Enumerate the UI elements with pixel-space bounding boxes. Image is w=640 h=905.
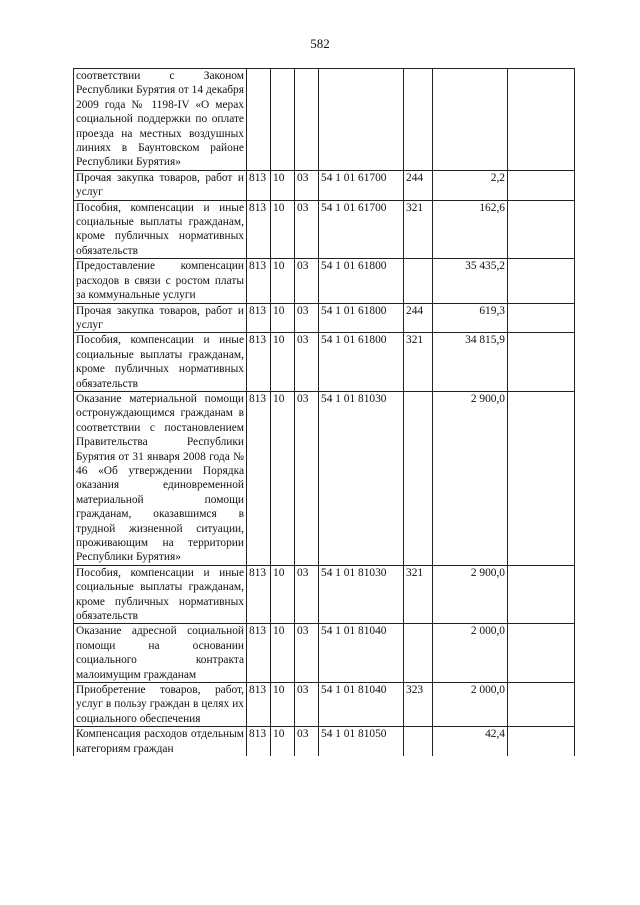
target-article-cell: 54 1 01 61700	[319, 170, 404, 200]
table-row	[74, 565, 575, 624]
expense-type-cell	[404, 727, 433, 756]
amount-cell: 42,4	[433, 727, 508, 756]
table-row	[74, 170, 575, 200]
section-code-cell	[271, 69, 295, 171]
subsection-code-cell: 03	[295, 683, 319, 727]
row-name-cell: Оказание материальной помощи остронуждающимся гражданам в соответствии с постановлением Правительства Республики Бурятия от 31 января 2008 года № 46 «Об утверждении Порядка оказания единовременной материальной помощи гражданам, оказавшимся в трудной жизненной ситуации, проживающим на территории Республики Бурятия»	[74, 391, 247, 565]
subsection-code-cell	[295, 69, 319, 171]
subsection-code-cell: 03	[295, 200, 319, 259]
subsection-code-cell: 03	[295, 624, 319, 683]
subsection-code-cell: 03	[295, 259, 319, 303]
row-name-cell: Пособия, компенсации и иные социальные выплаты гражданам, кроме публичных нормативных обязательств	[74, 333, 247, 392]
table-row	[74, 683, 575, 727]
amount-cell: 2 900,0	[433, 391, 508, 565]
expense-type-cell: 323	[404, 683, 433, 727]
row-name-cell: Компенсация расходов отдельным категориям граждан	[74, 727, 247, 756]
table-row	[74, 69, 575, 171]
budget-table	[73, 68, 575, 756]
extra-amount-cell	[508, 391, 575, 565]
expense-type-cell: 321	[404, 565, 433, 624]
subsection-code-cell: 03	[295, 333, 319, 392]
section-code-cell: 10	[271, 391, 295, 565]
row-name-cell: Оказание адресной социальной помощи на основании социального контракта малоимущим гражданам	[74, 624, 247, 683]
section-code-cell: 10	[271, 303, 295, 333]
row-name-cell: Приобретение товаров, работ, услуг в пользу граждан в целях их социального обеспечения	[74, 683, 247, 727]
grbs-code-cell: 813	[247, 683, 271, 727]
expense-type-cell	[404, 391, 433, 565]
row-name-cell: Пособия, компенсации и иные социальные выплаты гражданам, кроме публичных нормативных обязательств	[74, 565, 247, 624]
extra-amount-cell	[508, 200, 575, 259]
extra-amount-cell	[508, 170, 575, 200]
target-article-cell: 54 1 01 61800	[319, 303, 404, 333]
expense-type-cell: 244	[404, 303, 433, 333]
amount-cell: 34 815,9	[433, 333, 508, 392]
section-code-cell: 10	[271, 333, 295, 392]
extra-amount-cell	[508, 303, 575, 333]
grbs-code-cell: 813	[247, 391, 271, 565]
target-article-cell: 54 1 01 81030	[319, 565, 404, 624]
row-name-cell: Прочая закупка товаров, работ и услуг	[74, 170, 247, 200]
grbs-code-cell: 813	[247, 624, 271, 683]
amount-cell: 2 900,0	[433, 565, 508, 624]
target-article-cell: 54 1 01 61800	[319, 259, 404, 303]
row-name-cell: Предоставление компенсации расходов в связи с ростом платы за коммунальные услуги	[74, 259, 247, 303]
section-code-cell: 10	[271, 200, 295, 259]
grbs-code-cell	[247, 69, 271, 171]
section-code-cell: 10	[271, 727, 295, 756]
table-row	[74, 259, 575, 303]
target-article-cell: 54 1 01 81030	[319, 391, 404, 565]
extra-amount-cell	[508, 333, 575, 392]
table-body	[74, 69, 575, 757]
grbs-code-cell: 813	[247, 727, 271, 756]
target-article-cell: 54 1 01 61800	[319, 333, 404, 392]
table-row	[74, 624, 575, 683]
target-article-cell	[319, 69, 404, 171]
grbs-code-cell: 813	[247, 200, 271, 259]
section-code-cell: 10	[271, 259, 295, 303]
expense-type-cell	[404, 259, 433, 303]
grbs-code-cell: 813	[247, 170, 271, 200]
table-row	[74, 391, 575, 565]
target-article-cell: 54 1 01 61700	[319, 200, 404, 259]
amount-cell	[433, 69, 508, 171]
grbs-code-cell: 813	[247, 303, 271, 333]
amount-cell: 2,2	[433, 170, 508, 200]
subsection-code-cell: 03	[295, 391, 319, 565]
grbs-code-cell: 813	[247, 259, 271, 303]
expense-type-cell	[404, 624, 433, 683]
table-row	[74, 200, 575, 259]
subsection-code-cell: 03	[295, 170, 319, 200]
row-name-cell: Прочая закупка товаров, работ и услуг	[74, 303, 247, 333]
amount-cell: 2 000,0	[433, 624, 508, 683]
row-name-cell: Пособия, компенсации и иные социальные выплаты гражданам, кроме публичных нормативных обязательств	[74, 200, 247, 259]
section-code-cell: 10	[271, 565, 295, 624]
expense-type-cell: 244	[404, 170, 433, 200]
extra-amount-cell	[508, 259, 575, 303]
subsection-code-cell: 03	[295, 303, 319, 333]
row-name-cell: соответствии с Законом Республики Бурятия от 14 декабря 2009 года № 1198-IV «О мерах социальной поддержки по оплате проезда на местных воздушных линиях в Баунтовском районе Республики Бурятия»	[74, 69, 247, 171]
target-article-cell: 54 1 01 81040	[319, 624, 404, 683]
table-row	[74, 303, 575, 333]
extra-amount-cell	[508, 565, 575, 624]
amount-cell: 162,6	[433, 200, 508, 259]
extra-amount-cell	[508, 683, 575, 727]
expense-type-cell: 321	[404, 200, 433, 259]
extra-amount-cell	[508, 69, 575, 171]
expense-type-cell: 321	[404, 333, 433, 392]
section-code-cell: 10	[271, 170, 295, 200]
table-row	[74, 727, 575, 756]
subsection-code-cell: 03	[295, 565, 319, 624]
amount-cell: 35 435,2	[433, 259, 508, 303]
grbs-code-cell: 813	[247, 333, 271, 392]
section-code-cell: 10	[271, 683, 295, 727]
target-article-cell: 54 1 01 81050	[319, 727, 404, 756]
amount-cell: 2 000,0	[433, 683, 508, 727]
table-row	[74, 333, 575, 392]
extra-amount-cell	[508, 727, 575, 756]
section-code-cell: 10	[271, 624, 295, 683]
expense-type-cell	[404, 69, 433, 171]
subsection-code-cell: 03	[295, 727, 319, 756]
page-number: 582	[310, 36, 330, 51]
grbs-code-cell: 813	[247, 565, 271, 624]
amount-cell: 619,3	[433, 303, 508, 333]
target-article-cell: 54 1 01 81040	[319, 683, 404, 727]
extra-amount-cell	[508, 624, 575, 683]
